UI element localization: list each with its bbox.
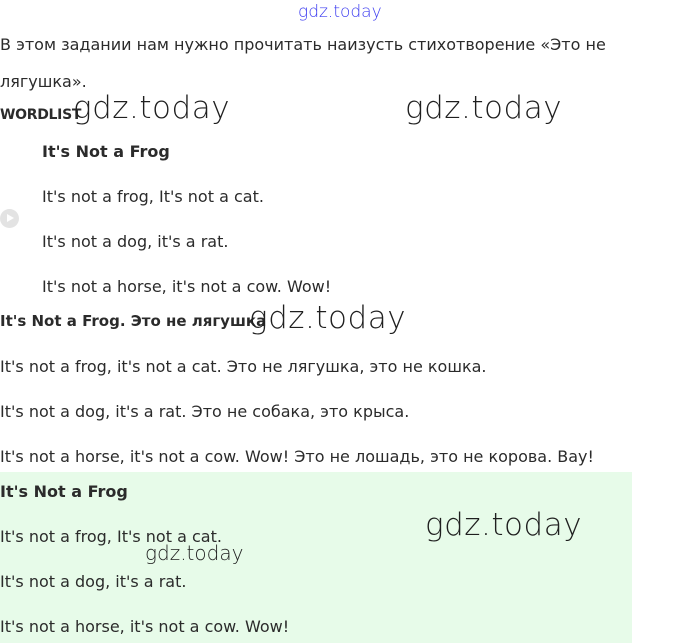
poem-line: It's not a frog, It's not a cat. (42, 187, 264, 206)
translation-line: It's not a horse, it's not a cow. Wow! Это не лошадь, это не корова. Вау! (0, 447, 594, 466)
highlight-line: It's not a dog, it's a rat. (0, 572, 187, 591)
intro-line-2: лягушка». (0, 72, 87, 91)
highlight-line: It's not a horse, it's not a cow. Wow! (0, 617, 290, 636)
watermark-top: gdz.today (298, 2, 382, 22)
poem-line: It's not a dog, it's a rat. (42, 232, 229, 251)
poem-line: It's not a horse, it's not a cow. Wow! (42, 277, 332, 296)
wordlist-label: WORDLIST (0, 107, 82, 123)
watermark-3: gdz.today (249, 300, 407, 336)
play-icon[interactable] (0, 209, 19, 228)
highlight-line: It's not a frog, It's not a cat. (0, 527, 222, 546)
watermark-1: gdz.today (73, 90, 231, 126)
highlight-title: It's Not a Frog (0, 482, 128, 501)
poem-title: It's Not a Frog (42, 142, 170, 161)
translation-line: It's not a frog, it's not a cat. Это не лягушка, это не кошка. (0, 357, 487, 376)
watermark-small: gdz.today (145, 541, 244, 565)
intro-line-1: В этом задании нам нужно прочитать наизусть стихотворение «Это не (0, 35, 606, 54)
translation-line: It's not a dog, it's a rat. Это не собака, это крыса. (0, 402, 410, 421)
translation-title: It's Not a Frog. Это не лягушка (0, 312, 267, 330)
watermark-2: gdz.today (405, 90, 563, 126)
watermark-4: gdz.today (425, 507, 583, 543)
